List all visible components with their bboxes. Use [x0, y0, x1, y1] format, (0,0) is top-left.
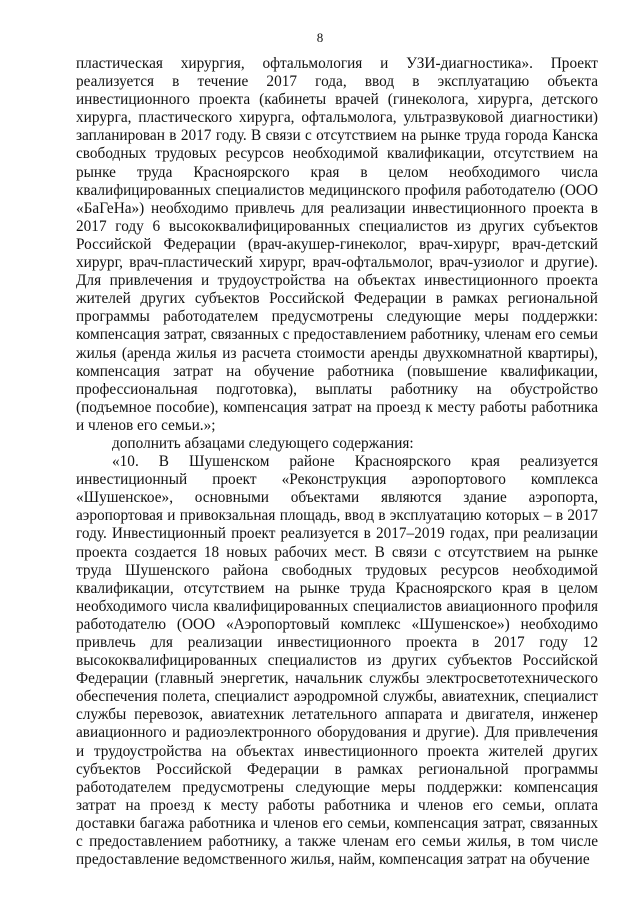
- paragraph-amendment-intro: дополнить абзацами следующего содержания:: [112, 434, 414, 452]
- paragraph-shushenskoe-airport-project: «10. В Шушенском районе Красноярского края реализуется инвестиционный проект «Реконструкция аэропортового комплекса «Шушенское», основными объектами являются здание аэропорта, аэропортовая и привокзальная площадь, ввод в эксплуатацию которых – в 2017 году. Инвестиционный проект реализуется в 2017–2019 годах, при реализации проекта создается 18 новых рабочих мест. В связи с отсутствием на рынке труда Шушенского района свободных трудовых ресурсов необходимой квалификации, отсутствием на рынке труда Красноярского края в целом необходимого числа квалифицированных специалистов авиационного профиля работодателю (ООО «Аэропортовый комплекс «Шушенское») необходимо привлечь для реализации инвестиционного проекта в 2017 году 12 высококвалифицированных специалистов из других субъектов Российской Федерации (главный энергетик, начальник службы электросветотехнического обеспечения полета, специалист аэродромной службы, авиатехник, специалист службы перевозок, авиатехник летательного аппарата и двигателя, инженер авиационного и радиоэлектронного оборудования и другие). Для привлечения и трудоустройства на объектах инвестиционного проекта жителей других субъектов Российской Федерации в рамках региональной программы работодателем предусмотрены следующие меры поддержки: компенсация затрат на проезд к месту работы работника и членов его семьи, оплата доставки багажа работника и членов его семьи, компенсация затрат, связанных с предоставлением работнику, а также членам его семьи жилья, в том числе предоставление ведомственного жилья, найм, компенсация затрат на обучение: [76, 453, 598, 869]
- page-number: 8: [316, 30, 324, 45]
- paragraph-bagena-project: пластическая хирургия, офтальмология и УЗИ-диагностика». Проект реализуется в течение 2017 года, ввод в эксплуатацию объекта инвестиционного проекта (кабинеты врачей (гинеколога, хирурга, детского хирурга, пластического хирурга, офтальмолога, ультразвуковой диагностики) запланирован в 2017 году. В связи с отсутствием на рынке труда города Канска свободных трудовых ресурсов необходимой квалификации, отсутствием на рынке труда Красноярского края в целом необходимого числа квалифицированных специалистов медицинского профиля работодателю (ООО «БаГеНа») необходимо привлечь для реализации инвестиционного проекта в 2017 году 6 высококвалифицированных специалистов из других субъектов Российской Федерации (врач-акушер-гинеколог, врач-хирург, врач-детский хирург, врач-пластический хирург, врач-офтальмолог, врач-узиолог и другие). Для привлечения и трудоустройства на объектах инвестиционного проекта жителей других субъектов Российской Федерации в рамках региональной программы работодателем предусмотрены следующие меры поддержки: компенсация затрат, связанных с предоставлением работнику, членам его семьи жилья (аренда жилья из расчета стоимости аренды двухкомнатной квартиры), компенсация затрат на обучение работника (повышение квалификации, профессиональная подготовка), выплаты работнику на обустройство (подъемное пособие), компенсация затрат на проезд к месту работы работника и членов его семьи.»;: [76, 55, 598, 434]
- document-body: [76, 55, 598, 869]
